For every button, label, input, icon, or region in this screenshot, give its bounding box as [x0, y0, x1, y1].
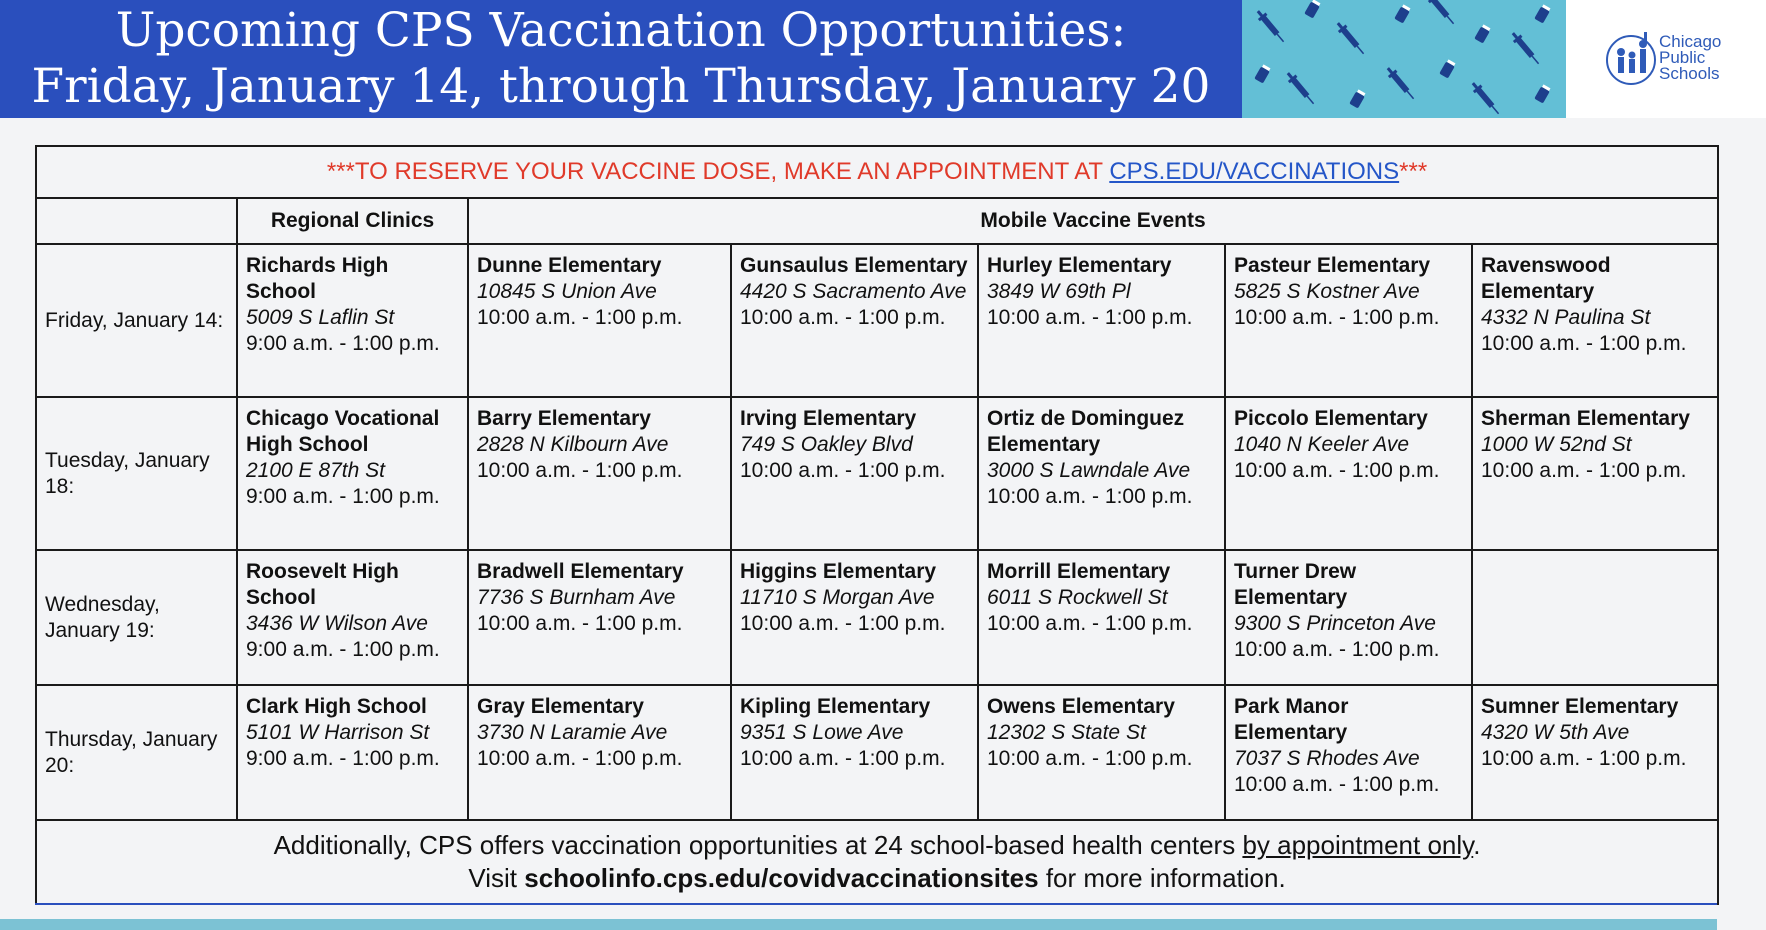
site-address: 2828 N Kilbourn Ave [477, 433, 669, 456]
site-address: 11710 S Morgan Ave [740, 586, 935, 609]
logo-text-line: Schools [1659, 64, 1720, 83]
site-time: 10:00 a.m. - 1:00 p.m. [987, 306, 1193, 329]
site-address: 3849 W 69th Pl [987, 280, 1131, 303]
site-cell [1225, 685, 1472, 820]
syringe-pattern-icon [1242, 0, 1566, 118]
site-time: 10:00 a.m. - 1:00 p.m. [740, 459, 946, 482]
empty-header-cell [36, 198, 237, 244]
site-time: 9:00 a.m. - 1:00 p.m. [246, 638, 440, 661]
site-time: 10:00 a.m. - 1:00 p.m. [740, 306, 946, 329]
site-name: Gray Elementary [477, 695, 644, 718]
site-cell [1225, 397, 1472, 550]
day-label: Thursday, January 20: [36, 685, 237, 820]
site-address: 4420 S Sacramento Ave [740, 280, 967, 303]
site-time: 10:00 a.m. - 1:00 p.m. [987, 485, 1193, 508]
site-time: 9:00 a.m. - 1:00 p.m. [246, 747, 440, 770]
site-name: Morrill Elementary [987, 560, 1171, 583]
banner-row [36, 146, 1718, 198]
site-address: 4320 W 5th Ave [1481, 721, 1630, 744]
site-name: Ravenswood Elementary [1481, 254, 1611, 303]
site-name: Barry Elementary [477, 407, 651, 430]
footer-line2-suffix: for more information. [1038, 863, 1286, 893]
by-appointment-text: by appointment only [1242, 830, 1474, 860]
site-time: 9:00 a.m. - 1:00 p.m. [246, 332, 440, 355]
footer-divider [35, 903, 1717, 905]
site-name: Dunne Elementary [477, 254, 662, 277]
site-time: 10:00 a.m. - 1:00 p.m. [740, 747, 946, 770]
site-address: 3730 N Laramie Ave [477, 721, 668, 744]
table-row [36, 550, 1718, 685]
bottom-accent-bar [0, 919, 1717, 930]
site-time: 10:00 a.m. - 1:00 p.m. [477, 306, 683, 329]
site-address: 1000 W 52nd St [1481, 433, 1632, 456]
cps-logo-text [1659, 34, 1721, 82]
site-cell [1472, 397, 1718, 550]
site-name: Irving Elementary [740, 407, 917, 430]
site-cell [1225, 550, 1472, 685]
table-row [36, 685, 1718, 820]
site-address: 3000 S Lawndale Ave [987, 459, 1191, 482]
site-name: Kipling Elementary [740, 695, 931, 718]
site-address: 12302 S State St [987, 721, 1146, 744]
site-name: Richards High School [246, 254, 389, 303]
banner-suffix: *** [1399, 158, 1428, 185]
footer-row [36, 820, 1718, 904]
footer-line2-prefix: Visit [468, 863, 525, 893]
site-time: 10:00 a.m. - 1:00 p.m. [1481, 459, 1687, 482]
vaccinations-link[interactable]: CPS.EDU/VACCINATIONS [1109, 158, 1400, 185]
empty-site-cell [1472, 550, 1718, 685]
footer-line1-suffix: . [1473, 830, 1481, 860]
site-cell [731, 550, 978, 685]
site-cell [731, 685, 978, 820]
site-cell [237, 550, 468, 685]
site-address: 9300 S Princeton Ave [1234, 612, 1436, 635]
column-header-row [36, 198, 1718, 244]
site-time: 10:00 a.m. - 1:00 p.m. [987, 612, 1193, 635]
footer-line1-text: Additionally, CPS offers vaccination opportunities at 24 school-based health centers [273, 830, 1243, 860]
site-cell [978, 685, 1225, 820]
mobile-events-header: Mobile Vaccine Events [468, 198, 1718, 244]
site-time: 10:00 a.m. - 1:00 p.m. [1234, 773, 1440, 796]
site-cell [468, 244, 731, 397]
site-name: Bradwell Elementary [477, 560, 684, 583]
logo-text-line: Chicago [1659, 32, 1722, 51]
site-address: 4332 N Paulina St [1481, 306, 1651, 329]
site-name: Higgins Elementary [740, 560, 937, 583]
banner-text: ***TO RESERVE YOUR VACCINE DOSE, MAKE AN APPOINTMENT AT [326, 158, 1110, 185]
site-name: Sherman Elementary [1481, 407, 1690, 430]
site-address: 7736 S Burnham Ave [477, 586, 676, 609]
covid-sites-link[interactable]: schoolinfo.cps.edu/covidvaccinationsites [524, 863, 1039, 893]
vaccination-schedule-table [35, 145, 1719, 905]
site-name: Park Manor Elementary [1234, 695, 1349, 744]
site-address: 10845 S Union Ave [477, 280, 657, 303]
site-name: Chicago Vocational High School [246, 407, 440, 456]
site-time: 10:00 a.m. - 1:00 p.m. [740, 612, 946, 635]
site-cell [1225, 244, 1472, 397]
site-name: Pasteur Elementary [1234, 254, 1431, 277]
regional-clinics-header: Regional Clinics [237, 198, 468, 244]
site-address: 3436 W Wilson Ave [246, 612, 428, 635]
footer-note [36, 820, 1718, 904]
site-address: 1040 N Keeler Ave [1234, 433, 1410, 456]
site-name: Piccolo Elementary [1234, 407, 1428, 430]
site-time: 10:00 a.m. - 1:00 p.m. [1234, 638, 1440, 661]
page-title-line1: Upcoming CPS Vaccination Opportunities: [115, 3, 1127, 58]
site-name: Owens Elementary [987, 695, 1175, 718]
site-address: 749 S Oakley Blvd [740, 433, 913, 456]
site-cell [978, 244, 1225, 397]
syringe-pattern-banner [1242, 0, 1566, 118]
site-time: 9:00 a.m. - 1:00 p.m. [246, 485, 440, 508]
site-address: 9351 S Lowe Ave [740, 721, 904, 744]
site-cell [468, 685, 731, 820]
site-time: 10:00 a.m. - 1:00 p.m. [477, 747, 683, 770]
site-name: Roosevelt High School [246, 560, 399, 609]
site-cell [237, 244, 468, 397]
site-name: Ortiz de Dominguez Elementary [987, 407, 1185, 456]
table-row [36, 244, 1718, 397]
site-name: Hurley Elementary [987, 254, 1172, 277]
site-time: 10:00 a.m. - 1:00 p.m. [1481, 747, 1687, 770]
site-time: 10:00 a.m. - 1:00 p.m. [987, 747, 1193, 770]
site-name: Sumner Elementary [1481, 695, 1679, 718]
page-title-line2: Friday, January 14, through Thursday, January 20 [31, 59, 1211, 114]
site-cell [731, 397, 978, 550]
day-label: Wednesday, January 19: [36, 550, 237, 685]
site-cell [1472, 244, 1718, 397]
site-time: 10:00 a.m. - 1:00 p.m. [1481, 332, 1687, 355]
page-header [0, 0, 1242, 118]
site-cell [978, 397, 1225, 550]
site-address: 5825 S Kostner Ave [1234, 280, 1420, 303]
site-time: 10:00 a.m. - 1:00 p.m. [477, 612, 683, 635]
site-address: 7037 S Rhodes Ave [1234, 747, 1420, 770]
day-label: Friday, January 14: [36, 244, 237, 397]
cps-logo [1566, 0, 1766, 118]
appointment-banner [36, 146, 1718, 198]
site-cell [731, 244, 978, 397]
site-address: 2100 E 87th St [246, 459, 385, 482]
site-cell [468, 397, 731, 550]
site-time: 10:00 a.m. - 1:00 p.m. [1234, 306, 1440, 329]
logo-text-line: Public [1659, 48, 1706, 67]
site-cell [468, 550, 731, 685]
site-name: Gunsaulus Elementary [740, 254, 968, 277]
site-cell [237, 397, 468, 550]
site-address: 5009 S Laflin St [246, 306, 395, 329]
day-label: Tuesday, January 18: [36, 397, 237, 550]
site-time: 10:00 a.m. - 1:00 p.m. [1234, 459, 1440, 482]
site-address: 5101 W Harrison St [246, 721, 430, 744]
site-name: Turner Drew Elementary [1234, 560, 1357, 609]
table-row [36, 397, 1718, 550]
site-cell [1472, 685, 1718, 820]
site-time: 10:00 a.m. - 1:00 p.m. [477, 459, 683, 482]
site-name: Clark High School [246, 695, 427, 718]
site-address: 6011 S Rockwell St [987, 586, 1168, 609]
site-cell [237, 685, 468, 820]
site-cell [978, 550, 1225, 685]
